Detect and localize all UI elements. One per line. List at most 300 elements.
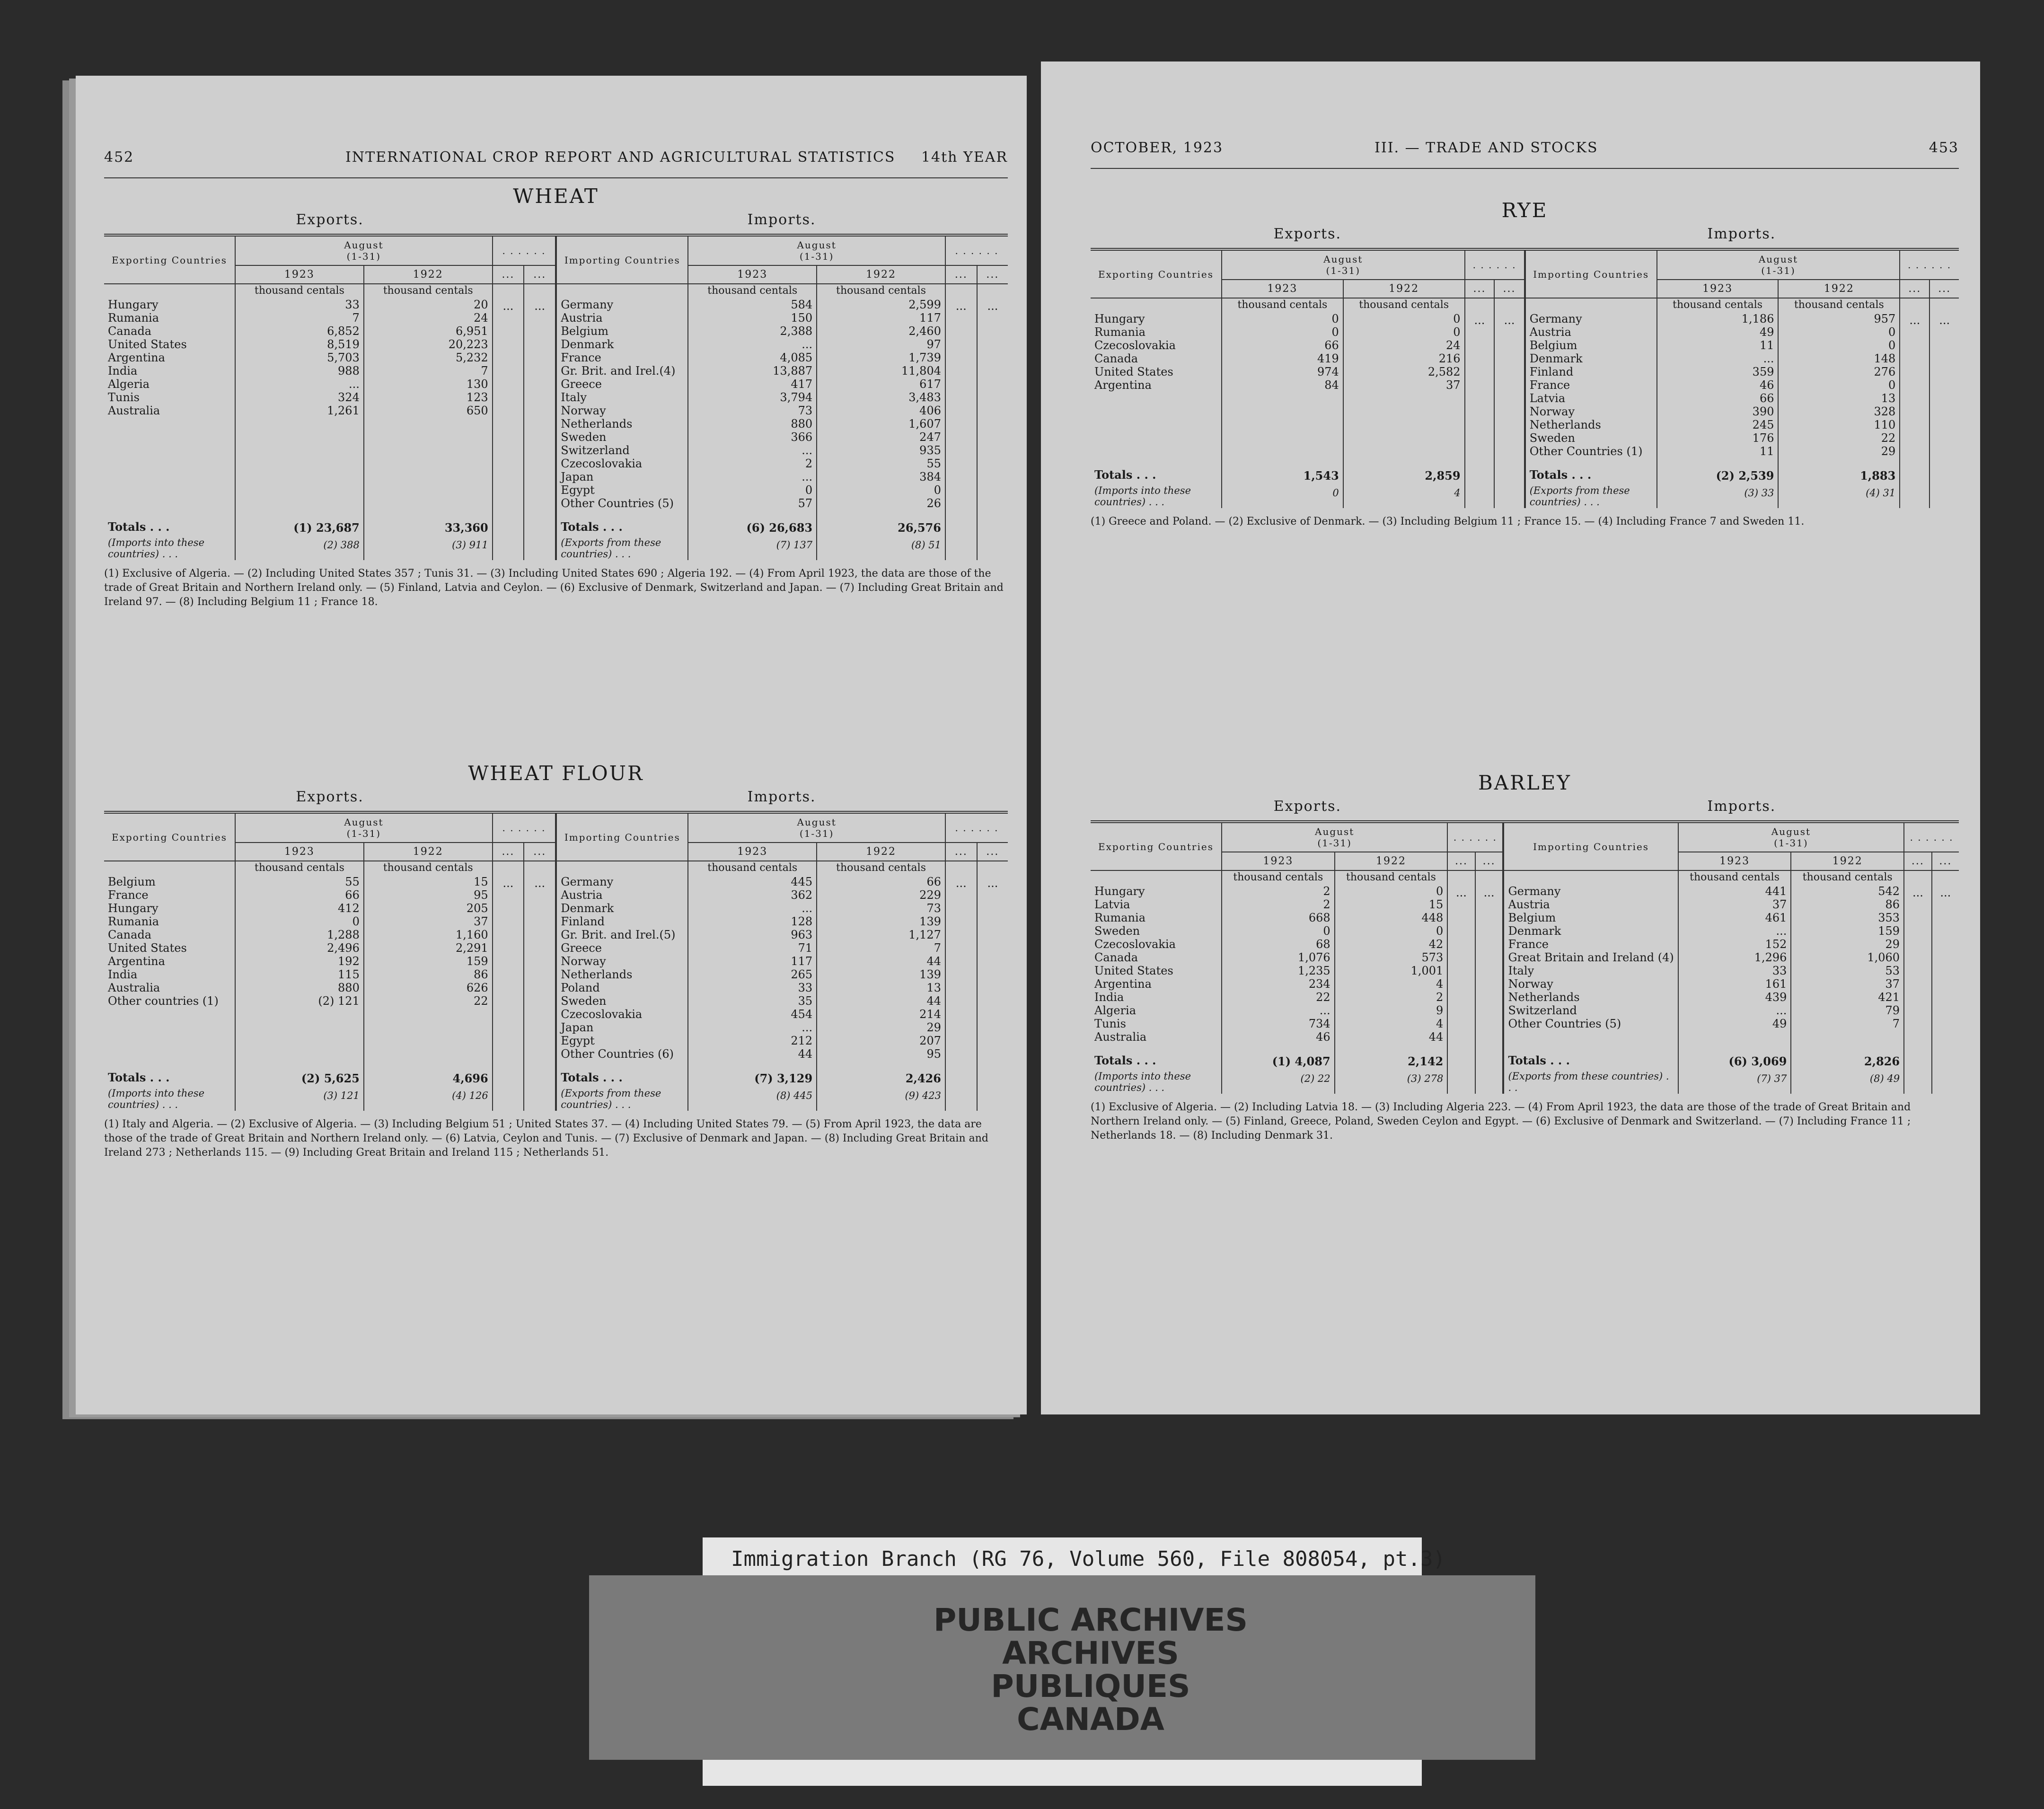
imp_1922-cell: 229 bbox=[919, 888, 941, 902]
exporting-countries-header: Exporting Countries bbox=[1091, 249, 1222, 298]
imports-into-1922: (3) 911 bbox=[364, 536, 493, 560]
imp_1922-cell: 1,127 bbox=[908, 928, 941, 941]
trade-table bbox=[104, 811, 1008, 1111]
import-1923-values bbox=[688, 298, 817, 510]
imp_1923-cell: 417 bbox=[791, 378, 813, 391]
imp_1923-cell: 362 bbox=[791, 888, 813, 902]
imp_countries-cell: Switzerland bbox=[1508, 1004, 1577, 1017]
blank-period-header: . . . . . . bbox=[945, 812, 1008, 843]
imp_1922-cell: 247 bbox=[919, 430, 941, 444]
year-1923-header: 1923 bbox=[1222, 280, 1343, 298]
blank-year-header: ... bbox=[493, 843, 524, 861]
imp_1922-cell: 95 bbox=[926, 1047, 941, 1061]
exp_1923-cell: 0 bbox=[1331, 325, 1339, 339]
exp_1922-cell: 2,291 bbox=[455, 941, 488, 955]
exp_countries-cell: Czecoslovakia bbox=[1094, 938, 1176, 951]
year-1922-header: 1922 bbox=[1335, 852, 1448, 870]
imp_1923-cell: 35 bbox=[798, 994, 813, 1008]
imp_1922-cell: 957 bbox=[1874, 312, 1896, 325]
left-year: 14th YEAR bbox=[921, 149, 1008, 166]
imp_countries-cell: Greece bbox=[561, 941, 602, 955]
imp_countries-cell: Germany bbox=[1529, 312, 1582, 325]
year-1922-header: 1922 bbox=[1791, 852, 1904, 870]
exp_countries-cell: Hungary bbox=[1094, 312, 1145, 325]
imp_1922-cell: 0 bbox=[1888, 325, 1896, 339]
imp_1923-cell: ... bbox=[802, 470, 813, 483]
imp_1923-cell: 73 bbox=[798, 404, 813, 417]
blank-year-header: ... bbox=[977, 265, 1008, 284]
import-1923-values bbox=[1678, 884, 1791, 1044]
imports-into-label: (Imports into these countries) . . . bbox=[108, 1088, 205, 1110]
imp_countries-cell: Sweden bbox=[561, 994, 607, 1008]
imports-into-1922: (4) 126 bbox=[364, 1087, 493, 1111]
exports-from-1923: (8) 445 bbox=[688, 1087, 817, 1111]
imports-into-1922: (3) 278 bbox=[1335, 1070, 1448, 1094]
imp_1922-cell: 11,804 bbox=[901, 364, 941, 378]
export-1922-values bbox=[1335, 884, 1448, 1044]
exp_countries-cell: India bbox=[1094, 991, 1124, 1004]
imports-into-1923: (2) 388 bbox=[235, 536, 364, 560]
imp_1922-cell: 66 bbox=[926, 875, 941, 888]
imp_1923-cell: 161 bbox=[1765, 977, 1787, 991]
unit-label: thousand centals bbox=[688, 861, 817, 875]
footnotes: (1) Exclusive of Algeria. — (2) Including Latvia 18. — (3) Including Algeria 223. — (4) From April 1923, the data are those of the trade of Great Britain and Northern Ireland only. — (5) Finland, Greece, Poland, Sweden Ceylon and Egypt. — (6) Exclusive of Denmark and Switzerland. — (7) Including France 11 ; Netherlands 18. — (8) Including Denmark 31. bbox=[1091, 1101, 1911, 1142]
exp_1923-cell: 1,235 bbox=[1297, 964, 1330, 977]
imp_1923-cell: 445 bbox=[791, 875, 813, 888]
imp_countries-cell: Denmark bbox=[561, 338, 614, 351]
imp_countries-cell: Norway bbox=[1508, 977, 1553, 991]
imp_1922-cell: 55 bbox=[926, 457, 941, 470]
imp_countries-cell: Italy bbox=[561, 391, 587, 404]
year-1923-header: 1923 bbox=[1678, 852, 1791, 870]
august-header: August (1-31) bbox=[235, 235, 493, 265]
export-total-1923: (2) 5,625 bbox=[235, 1061, 364, 1087]
imp_1923-cell: 2 bbox=[805, 457, 813, 470]
exports-from-label: (Exports from these countries) . . . bbox=[1525, 484, 1657, 508]
exp_countries-cell: Latvia bbox=[1094, 898, 1130, 911]
wheat-section bbox=[104, 184, 1008, 609]
imports-heading: Imports. bbox=[747, 789, 816, 805]
exports-from-label: (Exports from these countries) . . . bbox=[1503, 1070, 1678, 1094]
unit-label: thousand centals bbox=[1678, 870, 1791, 884]
exp_1922-cell: 2,582 bbox=[1427, 365, 1461, 378]
year-1923-header: 1923 bbox=[235, 843, 364, 861]
import-total-1922: 2,826 bbox=[1791, 1044, 1904, 1070]
exports-from-1922: (4) 31 bbox=[1778, 484, 1900, 508]
exp_1922-cell: 0 bbox=[1436, 924, 1444, 938]
exp_countries-cell: Belgium bbox=[108, 875, 156, 888]
importing-country-list bbox=[556, 298, 688, 510]
imports-into-1923: (3) 121 bbox=[235, 1087, 364, 1111]
exp_countries-cell: Tunis bbox=[108, 391, 140, 404]
stamp-line: ARCHIVES PUBLIQUES bbox=[991, 1635, 1190, 1704]
imp_1923-cell: 4,085 bbox=[780, 351, 813, 364]
imp_1923-cell: ... bbox=[1776, 924, 1787, 938]
imp_1923-cell: 150 bbox=[791, 311, 813, 325]
export-1922-values bbox=[364, 875, 493, 1061]
importing-country-list bbox=[556, 875, 688, 1061]
empty-column: ... bbox=[1494, 312, 1524, 458]
exp_countries-cell: Canada bbox=[1094, 352, 1138, 365]
unit-label: thousand centals bbox=[235, 861, 364, 875]
exp_1922-cell: 20 bbox=[474, 298, 488, 311]
imp_1923-cell: 44 bbox=[798, 1047, 813, 1061]
imp_countries-cell: Austria bbox=[1529, 325, 1571, 339]
import-1922-values bbox=[1791, 884, 1904, 1044]
exp_countries-cell: France bbox=[108, 888, 149, 902]
imp_1922-cell: 214 bbox=[919, 1008, 941, 1021]
exp_1922-cell: 650 bbox=[466, 404, 488, 417]
imp_countries-cell: Austria bbox=[561, 311, 603, 325]
year-1922-header: 1922 bbox=[817, 843, 945, 861]
imp_1923-cell: 33 bbox=[1772, 964, 1787, 977]
imp_countries-cell: Netherlands bbox=[561, 968, 633, 981]
export-total-1922: 2,859 bbox=[1343, 458, 1465, 484]
import-total-1923: (7) 3,129 bbox=[688, 1061, 817, 1087]
imp_countries-cell: Great Britain and Ireland (4) bbox=[1508, 951, 1674, 964]
imp_1923-cell: 49 bbox=[1772, 1017, 1787, 1030]
import-1923-values bbox=[688, 875, 817, 1061]
imports-into-label: (Imports into these countries) . . . bbox=[1094, 485, 1191, 508]
commodity-title: BARLEY bbox=[1478, 771, 1572, 794]
august-header: August (1-31) bbox=[235, 812, 493, 843]
header-rule bbox=[104, 177, 1008, 178]
imp_countries-cell: Czecoslovakia bbox=[561, 457, 643, 470]
imp_1923-cell: 11 bbox=[1759, 339, 1774, 352]
exp_1922-cell: 448 bbox=[1421, 911, 1444, 924]
imp_1923-cell: 245 bbox=[1752, 418, 1774, 431]
exp_countries-cell: Australia bbox=[1094, 1030, 1147, 1044]
exp_1923-cell: 2 bbox=[1323, 898, 1330, 911]
blank-year-header: ... bbox=[524, 265, 556, 284]
imp_1922-cell: 139 bbox=[919, 915, 941, 928]
export-total-1923: 1,543 bbox=[1222, 458, 1343, 484]
imp_countries-cell: Switzerland bbox=[561, 444, 630, 457]
unit-label: thousand centals bbox=[1343, 298, 1465, 312]
imp_countries-cell: Italy bbox=[1508, 964, 1534, 977]
imp_1922-cell: 617 bbox=[919, 378, 941, 391]
exp_countries-cell: Algeria bbox=[108, 378, 150, 391]
imp_1922-cell: 139 bbox=[919, 968, 941, 981]
imp_1922-cell: 22 bbox=[1881, 431, 1896, 445]
exports-from-1922: (8) 49 bbox=[1791, 1070, 1904, 1094]
imp_1923-cell: 71 bbox=[798, 941, 813, 955]
exp_1922-cell: 22 bbox=[474, 994, 488, 1008]
exp_countries-cell: Canada bbox=[1094, 951, 1138, 964]
imp_1922-cell: 0 bbox=[1888, 378, 1896, 392]
left-page-number: 452 bbox=[104, 149, 134, 166]
export-1923-values bbox=[1222, 312, 1343, 458]
imp_1923-cell: 390 bbox=[1752, 405, 1774, 418]
exp_countries-cell: Hungary bbox=[108, 902, 159, 915]
exp_countries-cell: Australia bbox=[108, 981, 160, 994]
imp_1923-cell: ... bbox=[1776, 1004, 1787, 1017]
unit-label: thousand centals bbox=[364, 284, 493, 298]
imports-into-1922: 4 bbox=[1343, 484, 1465, 508]
exp_1923-cell: 22 bbox=[1316, 991, 1330, 1004]
imp_1923-cell: 584 bbox=[791, 298, 813, 311]
imp_1923-cell: 117 bbox=[791, 955, 813, 968]
imp_1922-cell: 1,607 bbox=[908, 417, 941, 430]
totals-label: Totals . . . bbox=[556, 510, 688, 536]
export-total-1923: (1) 23,687 bbox=[235, 510, 364, 536]
imp_countries-cell: Norway bbox=[1529, 405, 1575, 418]
barley-section bbox=[1091, 771, 1959, 1143]
exp_1923-cell: 0 bbox=[1323, 924, 1330, 938]
importing-country-list bbox=[1525, 312, 1657, 458]
unit-label: thousand centals bbox=[1791, 870, 1904, 884]
exp_1922-cell: 130 bbox=[466, 378, 488, 391]
imp_1923-cell: 1,296 bbox=[1754, 951, 1787, 964]
imp_1923-cell: 1,186 bbox=[1741, 312, 1774, 325]
imp_countries-cell: Germany bbox=[561, 875, 614, 888]
imp_1923-cell: 57 bbox=[798, 497, 813, 510]
imp_1922-cell: 79 bbox=[1885, 1004, 1900, 1017]
imp_countries-cell: Egypt bbox=[561, 1034, 595, 1047]
imp_1922-cell: 276 bbox=[1874, 365, 1896, 378]
imp_countries-cell: Germany bbox=[561, 298, 614, 311]
footnotes: (1) Exclusive of Algeria. — (2) Including United States 357 ; Tunis 31. — (3) Including United States 690 ; Algeria 192. — (4) From April 1923, the data are those of the trade of Great Britain and Northern Ireland only. — (5) Finland, Latvia and Ceylon. — (6) Exclusive of Denmark, Switzerland and Japan. — (7) Including Great Britain and Ireland 97. — (8) Including Belgium 11 ; France 18. bbox=[104, 568, 1004, 608]
imp_1922-cell: 3,483 bbox=[908, 391, 941, 404]
exp_countries-cell: Rumania bbox=[1094, 911, 1146, 924]
exports-from-label: (Exports from these countries) . . . bbox=[556, 536, 688, 560]
export-1922-values bbox=[364, 298, 493, 510]
footnotes: (1) Italy and Algeria. — (2) Exclusive of Algeria. — (3) Including Belgium 51 ; United States 37. — (4) Including United States 79. — (5) From April 1923, the data are those of the trade of Great Britain and Northern Ireland only. — (6) Latvia, Ceylon and Tunis. — (7) Exclusive of Denmark and Japan. — (8) Including Great Britain and Ireland 273 ; Netherlands 115. — (9) Including Great Britain and Ireland 115 ; Netherlands 51. bbox=[104, 1118, 988, 1159]
year-1923-header: 1923 bbox=[235, 265, 364, 284]
exports-from-1922: (8) 51 bbox=[817, 536, 945, 560]
blank-period-header: . . . . . . bbox=[1904, 822, 1959, 852]
imp_countries-cell: France bbox=[1529, 378, 1570, 392]
imp_countries-cell: Poland bbox=[561, 981, 600, 994]
empty-column: ... bbox=[1929, 312, 1959, 458]
blank-year-header: ... bbox=[945, 843, 977, 861]
exp_countries-cell: Argentina bbox=[108, 955, 165, 968]
commodity-title: WHEAT bbox=[513, 184, 599, 208]
blank-year-header: ... bbox=[945, 265, 977, 284]
imp_1923-cell: 11 bbox=[1759, 445, 1774, 458]
trade-table bbox=[1091, 820, 1959, 1094]
exp_1923-cell: 115 bbox=[338, 968, 360, 981]
exp_countries-cell: Argentina bbox=[108, 351, 165, 364]
exp_1923-cell: 46 bbox=[1316, 1030, 1330, 1044]
year-1922-header: 1922 bbox=[364, 265, 493, 284]
stamp-line: PUBLIC ARCHIVES bbox=[933, 1602, 1248, 1638]
exp_1923-cell: 55 bbox=[345, 875, 360, 888]
exp_1923-cell: 880 bbox=[338, 981, 360, 994]
exp_1922-cell: 37 bbox=[474, 915, 488, 928]
imp_1922-cell: 207 bbox=[919, 1034, 941, 1047]
footnotes: (1) Greece and Poland. — (2) Exclusive of Denmark. — (3) Including Belgium 11 ; France 15. — (4) Including France 7 and Sweden 11. bbox=[1091, 516, 1805, 527]
empty-column: ... bbox=[1900, 312, 1929, 458]
imp_countries-cell: Austria bbox=[1508, 898, 1550, 911]
wheat-flour-section bbox=[104, 762, 1008, 1160]
exp_1922-cell: 6,951 bbox=[455, 325, 488, 338]
exports-heading: Exports. bbox=[296, 789, 364, 805]
imp_1923-cell: 212 bbox=[791, 1034, 813, 1047]
exp_countries-cell: United States bbox=[108, 338, 187, 351]
empty-column: ... bbox=[493, 875, 524, 1061]
exp_1923-cell: 6,852 bbox=[327, 325, 360, 338]
exp_1922-cell: 95 bbox=[474, 888, 488, 902]
exports-from-1922: (9) 423 bbox=[817, 1087, 945, 1111]
exp_1923-cell: 2,496 bbox=[327, 941, 360, 955]
exports-heading: Exports. bbox=[1273, 798, 1342, 815]
right-page-number: 453 bbox=[1929, 140, 1959, 156]
imp_countries-cell: Other Countries (5) bbox=[561, 497, 674, 510]
imp_1923-cell: 366 bbox=[791, 430, 813, 444]
blank-year-header: ... bbox=[977, 843, 1008, 861]
totals-label: Totals . . . bbox=[1503, 1044, 1678, 1070]
imp_countries-cell: Austria bbox=[561, 888, 603, 902]
exp_1922-cell: 2 bbox=[1436, 991, 1444, 1004]
trade-table bbox=[104, 234, 1008, 560]
exp_1922-cell: 7 bbox=[481, 364, 488, 378]
imp_1923-cell: ... bbox=[1763, 352, 1774, 365]
exp_1923-cell: 0 bbox=[1331, 312, 1339, 325]
blank-period-header: . . . . . . bbox=[493, 812, 556, 843]
exp_countries-cell: India bbox=[108, 968, 138, 981]
imp_countries-cell: Latvia bbox=[1529, 392, 1566, 405]
right-section-title: III. — TRADE AND STOCKS bbox=[1374, 140, 1598, 156]
year-1923-header: 1923 bbox=[1657, 280, 1779, 298]
exporting-country-list bbox=[104, 298, 235, 510]
unit-label: thousand centals bbox=[817, 861, 945, 875]
exp_1923-cell: ... bbox=[1319, 1004, 1330, 1017]
exports-heading: Exports. bbox=[1273, 226, 1342, 242]
exp_1923-cell: 324 bbox=[338, 391, 360, 404]
totals-label: Totals . . . bbox=[1094, 468, 1156, 482]
imp_countries-cell: Netherlands bbox=[561, 417, 633, 430]
exp_1923-cell: 1,076 bbox=[1297, 951, 1330, 964]
imp_countries-cell: Gr. Brit. and Irel.(5) bbox=[561, 928, 676, 941]
imp_countries-cell: France bbox=[561, 351, 601, 364]
imp_1922-cell: 29 bbox=[926, 1021, 941, 1034]
exp_countries-cell: United States bbox=[1094, 365, 1173, 378]
exp_countries-cell: India bbox=[108, 364, 138, 378]
exp_1923-cell: 974 bbox=[1317, 365, 1339, 378]
archive-stamp bbox=[901, 1604, 1280, 1736]
imp_countries-cell: Other Countries (5) bbox=[1508, 1017, 1621, 1030]
unit-label: thousand centals bbox=[1657, 298, 1779, 312]
exp_1922-cell: 4 bbox=[1436, 977, 1444, 991]
import-total-1923: (2) 2,539 bbox=[1657, 458, 1779, 484]
blank-year-header: ... bbox=[1494, 280, 1524, 298]
blank-period-header: . . . . . . bbox=[1447, 822, 1503, 852]
blank-period-header: . . . . . . bbox=[945, 235, 1008, 265]
exp_1923-cell: 66 bbox=[345, 888, 360, 902]
exp_1922-cell: 86 bbox=[474, 968, 488, 981]
blank-year-header: ... bbox=[1904, 852, 1932, 870]
exp_1922-cell: 1,160 bbox=[455, 928, 488, 941]
exp_countries-cell: Rumania bbox=[1094, 325, 1146, 339]
imp_countries-cell: Norway bbox=[561, 955, 606, 968]
unit-label: thousand centals bbox=[688, 284, 817, 298]
exp_countries-cell: Rumania bbox=[108, 311, 159, 325]
commodity-title: RYE bbox=[1501, 199, 1548, 222]
year-1922-header: 1922 bbox=[1343, 280, 1465, 298]
exp_countries-cell: Hungary bbox=[108, 298, 159, 311]
exporting-countries-header: Exporting Countries bbox=[104, 812, 235, 861]
imports-into-1923: (2) 22 bbox=[1222, 1070, 1335, 1094]
export-total-1922: 4,696 bbox=[364, 1061, 493, 1087]
imp_countries-cell: Japan bbox=[561, 1021, 594, 1034]
imp_1922-cell: 406 bbox=[919, 404, 941, 417]
exp_countries-cell: Argentina bbox=[1094, 378, 1152, 392]
import-total-1922: 2,426 bbox=[817, 1061, 945, 1087]
imp_countries-cell: Germany bbox=[1508, 885, 1561, 898]
exp_1923-cell: 988 bbox=[338, 364, 360, 378]
exp_1922-cell: 5,232 bbox=[455, 351, 488, 364]
empty-column: ... bbox=[1904, 884, 1932, 1044]
exp_1922-cell: 573 bbox=[1421, 951, 1444, 964]
empty-column: ... bbox=[1475, 884, 1504, 1044]
imp_1922-cell: 159 bbox=[1878, 924, 1900, 938]
export-total-1923: (1) 4,087 bbox=[1222, 1044, 1335, 1070]
unit-label: thousand centals bbox=[1335, 870, 1448, 884]
blank-period-header: . . . . . . bbox=[1900, 249, 1959, 280]
exp_countries-cell: Other countries (1) bbox=[108, 994, 219, 1008]
imp_1923-cell: 439 bbox=[1765, 991, 1787, 1004]
exp_1922-cell: 626 bbox=[466, 981, 488, 994]
imp_1922-cell: 44 bbox=[926, 955, 941, 968]
exp_1922-cell: 205 bbox=[466, 902, 488, 915]
imp_1923-cell: ... bbox=[802, 444, 813, 457]
imp_countries-cell: Sweden bbox=[561, 430, 607, 444]
imp_1923-cell: 441 bbox=[1765, 885, 1787, 898]
exp_1923-cell: 234 bbox=[1308, 977, 1330, 991]
imp_1923-cell: ... bbox=[802, 338, 813, 351]
imp_1923-cell: 0 bbox=[805, 483, 813, 497]
exp_1923-cell: 5,703 bbox=[327, 351, 360, 364]
exp_countries-cell: Canada bbox=[108, 928, 152, 941]
exp_1923-cell: (2) 121 bbox=[318, 994, 360, 1008]
archive-label bbox=[703, 1537, 1445, 1786]
totals-label: Totals . . . bbox=[1094, 1054, 1156, 1067]
imp_1923-cell: 128 bbox=[791, 915, 813, 928]
exp_1923-cell: 1,261 bbox=[327, 404, 360, 417]
exp_1923-cell: 84 bbox=[1324, 378, 1339, 392]
empty-column: ... bbox=[1932, 884, 1959, 1044]
exp_countries-cell: Czecoslovakia bbox=[1094, 339, 1176, 352]
imp_countries-cell: Belgium bbox=[1508, 911, 1556, 924]
header-rule bbox=[1091, 168, 1959, 169]
import-total-1922: 26,576 bbox=[817, 510, 945, 536]
exp_1923-cell: 0 bbox=[352, 915, 360, 928]
exp_1923-cell: 1,288 bbox=[327, 928, 360, 941]
exp_1922-cell: 1,001 bbox=[1410, 964, 1444, 977]
importing-countries-header: Importing Countries bbox=[1525, 249, 1657, 298]
export-1923-values bbox=[235, 875, 364, 1061]
imp_1922-cell: 73 bbox=[926, 902, 941, 915]
exp_1922-cell: 216 bbox=[1438, 352, 1461, 365]
totals-label: Totals . . . bbox=[108, 520, 170, 534]
imp_1922-cell: 26 bbox=[926, 497, 941, 510]
imp_countries-cell: Denmark bbox=[1508, 924, 1561, 938]
imp_1923-cell: 33 bbox=[798, 981, 813, 994]
blank-year-header: ... bbox=[1447, 852, 1475, 870]
imp_1922-cell: 384 bbox=[919, 470, 941, 483]
empty-column: ... bbox=[524, 298, 556, 510]
import-1922-values bbox=[1778, 312, 1900, 458]
imp_1922-cell: 86 bbox=[1885, 898, 1900, 911]
import-1922-values bbox=[817, 875, 945, 1061]
exp_countries-cell: Canada bbox=[108, 325, 152, 338]
imports-into-label: (Imports into these countries) . . . bbox=[1094, 1071, 1191, 1093]
imp_countries-cell: Greece bbox=[561, 378, 602, 391]
imp_1922-cell: 542 bbox=[1878, 885, 1900, 898]
imp_1923-cell: 880 bbox=[791, 417, 813, 430]
exp_countries-cell: Australia bbox=[108, 404, 160, 417]
